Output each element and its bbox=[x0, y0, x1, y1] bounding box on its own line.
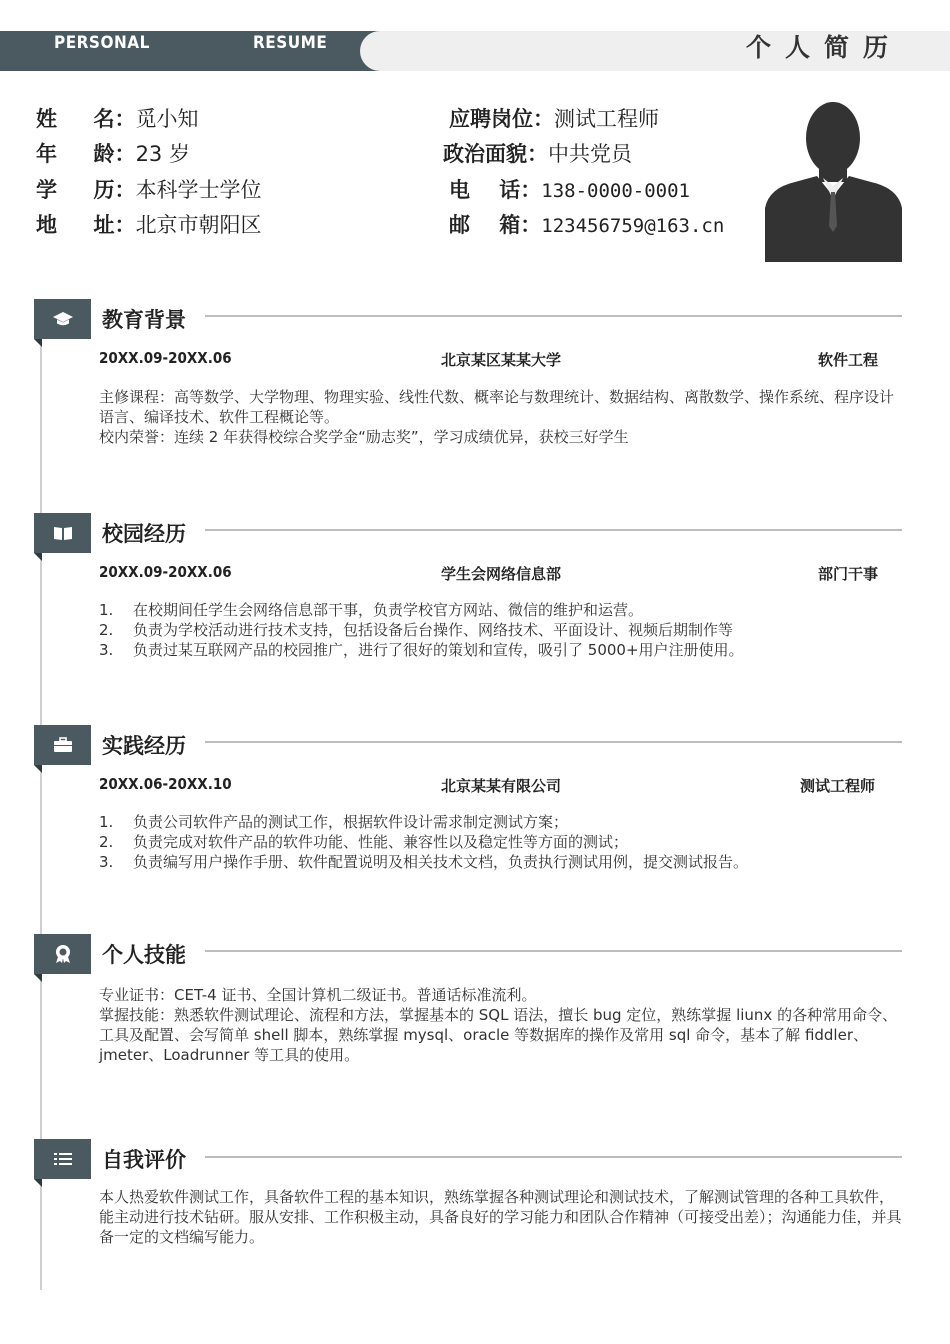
header-banner bbox=[0, 31, 950, 71]
list-icon bbox=[53, 1151, 73, 1167]
practice-role: 测试工程师 bbox=[800, 777, 876, 795]
info-position bbox=[449, 107, 659, 131]
campus-title: 校园经历 bbox=[102, 522, 186, 546]
self-title: 自我评价 bbox=[102, 1148, 186, 1172]
info-politics-value: 中共党员 bbox=[548, 142, 632, 166]
banner-text-personal: PERSONAL bbox=[54, 33, 150, 53]
list-item: 1. 负责公司软件产品的测试工作，根据软件设计需求制定测试方案； bbox=[99, 813, 569, 831]
info-age-label: 年 龄： bbox=[36, 142, 136, 166]
practice-divider bbox=[205, 741, 902, 743]
self-evaluation-text: 本人热爱软件测试工作，具备软件工程的基本知识，熟练掌握各种测试理论和测试技术，了解测试管理的各种工具软件，能主动进行技术钻研。服从安排、工作积极主动，具备良好的学习能力和团队合作精神（可接受出差）；沟通能力佳，并具备一定的文档编写能力。 bbox=[99, 1188, 902, 1246]
education-school: 北京某区某某大学 bbox=[441, 351, 562, 369]
practice-company: 北京某某有限公司 bbox=[441, 777, 562, 795]
skills-abilities: 掌握技能：熟悉软件测试理论、流程和方法，掌握基本的 SQL 语法，擅长 bug 定位，熟练掌握 liunx 的各种常用命令、工具及配置、会写简单 shell 脚本，熟练掌握 mysql、oracle 等数据库的操作及常用 sql 命令，基本了解 fiddler、jmeter、Loadrunner 等工具的使用。 bbox=[99, 1006, 898, 1064]
skills-certificates: 专业证书：CET-4 证书、全国计算机二级证书。普通话标准流利。 bbox=[99, 986, 537, 1004]
campus-date: 20XX.09-20XX.06 bbox=[99, 563, 232, 581]
briefcase-icon bbox=[53, 737, 73, 753]
info-name bbox=[36, 107, 199, 131]
list-item: 1. 在校期间任学生会网络信息部干事，负责学校官方网站、微信的维护和运营。 bbox=[99, 601, 644, 619]
education-divider bbox=[205, 315, 902, 317]
book-icon bbox=[53, 525, 73, 541]
practice-list bbox=[99, 812, 902, 872]
banner-light-block bbox=[360, 31, 950, 71]
resume-title-cn: 个人简历 bbox=[745, 33, 902, 62]
skills-section-tag bbox=[34, 934, 91, 974]
info-age bbox=[36, 142, 190, 166]
info-edu-label: 学 历： bbox=[36, 178, 136, 202]
info-addr-value: 北京市朝阳区 bbox=[135, 213, 262, 237]
info-email-label: 邮 箱： bbox=[449, 213, 542, 237]
practice-date: 20XX.06-20XX.10 bbox=[99, 775, 232, 793]
practice-section-tag bbox=[34, 725, 91, 765]
list-item: 3. 负责过某互联网产品的校园推广，进行了很好的策划和宣传，吸引了 5000+用户注册使用。 bbox=[99, 641, 744, 659]
info-phone-label: 电 话： bbox=[449, 178, 542, 202]
info-email-value: 123456759@163.cn bbox=[541, 215, 725, 237]
info-email bbox=[449, 213, 724, 238]
campus-list bbox=[99, 600, 902, 660]
education-section-tag bbox=[34, 299, 91, 339]
self-section-tag bbox=[34, 1139, 91, 1179]
education-major: 软件工程 bbox=[818, 351, 879, 369]
education-honors: 校内荣誉：连续 2 年获得校综合奖学金“励志奖”，学习成绩优异，获校三好学生 bbox=[99, 428, 629, 446]
campus-org: 学生会网络信息部 bbox=[441, 565, 562, 583]
skills-details bbox=[99, 985, 902, 1065]
info-position-value: 测试工程师 bbox=[554, 107, 659, 131]
award-icon bbox=[54, 944, 72, 964]
skills-title: 个人技能 bbox=[102, 943, 186, 967]
list-item: 2. 负责完成对软件产品的软件功能、性能、兼容性以及稳定性等方面的测试； bbox=[99, 833, 629, 851]
self-divider bbox=[205, 1156, 902, 1158]
info-edu-value: 本科学士学位 bbox=[135, 178, 262, 202]
education-date: 20XX.09-20XX.06 bbox=[99, 349, 232, 367]
info-phone-value: 138-0000-0001 bbox=[541, 180, 690, 202]
graduation-cap-icon bbox=[52, 311, 74, 327]
info-phone bbox=[449, 178, 690, 203]
info-politics-label: 政治面貌： bbox=[443, 142, 548, 166]
banner-text-resume: RESUME bbox=[253, 33, 328, 53]
info-addr-label: 地 址： bbox=[36, 213, 136, 237]
info-name-value: 觅小知 bbox=[135, 107, 199, 131]
skills-divider bbox=[205, 950, 902, 952]
list-item: 3. 负责编写用户操作手册、软件配置说明及相关技术文档，负责执行测试用例，提交测试报告。 bbox=[99, 853, 749, 871]
education-details bbox=[99, 387, 902, 447]
avatar bbox=[765, 96, 902, 262]
info-age-value: 23 岁 bbox=[135, 142, 190, 166]
education-title: 教育背景 bbox=[102, 308, 186, 332]
campus-divider bbox=[205, 529, 902, 531]
campus-role: 部门干事 bbox=[818, 565, 879, 583]
list-item: 2. 负责为学校活动进行技术支持，包括设备后台操作、网络技术、平面设计、视频后期制作等 bbox=[99, 621, 734, 639]
info-name-label: 姓 名： bbox=[36, 107, 136, 131]
info-position-label: 应聘岗位： bbox=[449, 107, 554, 131]
campus-section-tag bbox=[34, 513, 91, 553]
info-politics bbox=[443, 142, 632, 166]
info-edu bbox=[36, 178, 262, 202]
practice-title: 实践经历 bbox=[102, 734, 186, 758]
education-courses: 主修课程：高等数学、大学物理、物理实验、线性代数、概率论与数理统计、数据结构、离散数学、操作系统、程序设计语言、编译技术、软件工程概论等。 bbox=[99, 388, 895, 426]
info-addr bbox=[36, 213, 262, 237]
